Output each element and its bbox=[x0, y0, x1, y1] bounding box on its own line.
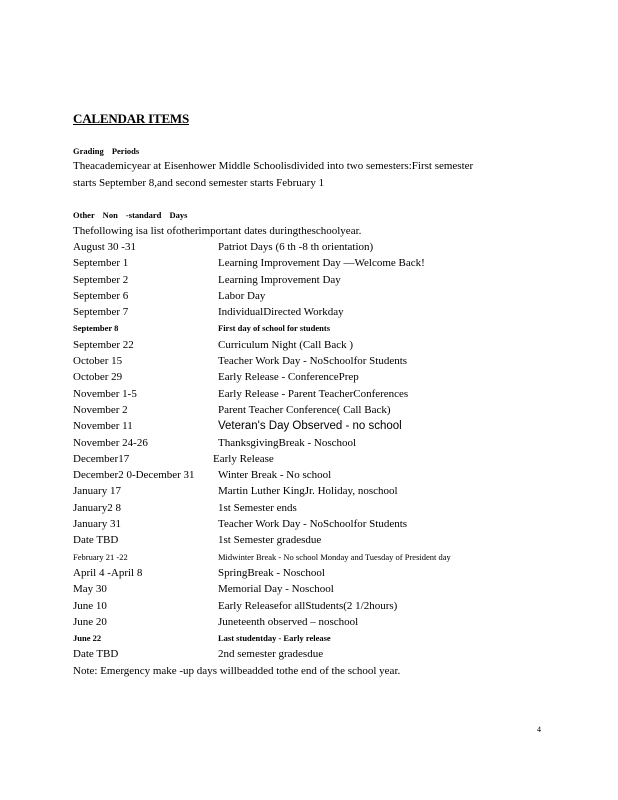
grading-paragraph-line2: starts September 8,and second semester starts February 1 bbox=[73, 177, 325, 189]
calendar-item-date: April 4 -April 8 bbox=[73, 566, 143, 579]
calendar-item-event: First day of school for students bbox=[218, 323, 330, 334]
calendar-item-date: December2 0-December 31 bbox=[73, 469, 195, 482]
calendar-item bbox=[73, 288, 543, 304]
calendar-item-date: Date TBD bbox=[73, 534, 119, 547]
calendar-item-event: Labor Day bbox=[218, 289, 266, 302]
calendar-item bbox=[73, 565, 543, 581]
grading-paragraph-line1: Theacademicyear at Eisenhower Middle Schoolisdivided into two semesters:First semester bbox=[73, 160, 474, 172]
calendar-item bbox=[73, 646, 543, 662]
calendar-item-date: September 22 bbox=[73, 338, 134, 351]
calendar-item-event: Early Releasefor allStudents(2 1/2hours) bbox=[218, 599, 398, 612]
calendar-item bbox=[73, 239, 543, 255]
calendar-item bbox=[73, 614, 543, 630]
calendar-item bbox=[73, 320, 543, 336]
calendar-item-event: IndividualDirected Workday bbox=[218, 306, 344, 319]
calendar-item-event: Parent Teacher Conference( Call Back) bbox=[218, 403, 391, 416]
calendar-item-event: Teacher Work Day - NoSchoolfor Students bbox=[218, 518, 408, 531]
calendar-item-event: 2nd semester gradesdue bbox=[218, 648, 324, 661]
other-days-intro: Thefollowing isa list ofotherimportant dates duringtheschoolyear. bbox=[73, 225, 362, 237]
calendar-item-date: November 11 bbox=[73, 420, 133, 433]
calendar-item-date: October 29 bbox=[73, 371, 123, 384]
calendar-item bbox=[73, 467, 543, 483]
calendar-item-date: Date TBD bbox=[73, 648, 119, 661]
calendar-item-date: November 24-26 bbox=[73, 436, 148, 449]
page-title: CALENDAR ITEMS bbox=[73, 111, 190, 126]
calendar-item-event: Martin Luther KingJr. Holiday, noschool bbox=[218, 485, 398, 498]
calendar-item-event: Early Release - ConferencePrep bbox=[218, 371, 359, 384]
calendar-item-date: December17 bbox=[73, 452, 130, 465]
calendar-item bbox=[73, 549, 543, 565]
note-line bbox=[73, 663, 543, 679]
calendar-item-date: September 8 bbox=[73, 323, 119, 334]
calendar-item-date: September 2 bbox=[73, 273, 129, 286]
calendar-item-event: Memorial Day - Noschool bbox=[218, 583, 334, 596]
calendar-item-date: May 30 bbox=[73, 583, 107, 596]
calendar-item-event: Winter Break - No school bbox=[218, 469, 332, 482]
calendar-item bbox=[73, 353, 543, 369]
calendar-item bbox=[73, 369, 543, 385]
calendar-item-event: ThanksgivingBreak - Noschool bbox=[218, 436, 357, 449]
calendar-item bbox=[73, 337, 543, 353]
calendar-item-date: November 2 bbox=[73, 403, 128, 416]
calendar-item bbox=[73, 255, 543, 271]
calendar-item-event: Last studentday - Early release bbox=[218, 633, 331, 644]
calendar-item-event: Early Release bbox=[213, 452, 274, 465]
calendar-item bbox=[73, 598, 543, 614]
calendar-item-date: January 31 bbox=[73, 518, 121, 531]
calendar-item bbox=[73, 451, 543, 467]
calendar-item-date: June 10 bbox=[73, 599, 107, 612]
calendar-item-date: September 1 bbox=[73, 257, 129, 270]
calendar-item-event: Veteran's Day Observed - no school bbox=[218, 420, 402, 433]
calendar-item-event: 1st Semester ends bbox=[218, 501, 297, 514]
calendar-item-event: Learning Improvement Day —Welcome Back! bbox=[218, 257, 425, 270]
calendar-item-date: September 6 bbox=[73, 289, 129, 302]
calendar-item-event: Early Release - Parent TeacherConferences bbox=[218, 387, 409, 400]
calendar-item-event: 1st Semester gradesdue bbox=[218, 534, 322, 547]
calendar-item-date: June 20 bbox=[73, 615, 107, 628]
calendar-item-event: Midwinter Break - No school Monday and Tuesday of President day bbox=[218, 551, 451, 562]
calendar-item-date: January2 8 bbox=[73, 501, 121, 514]
calendar-item-event: SpringBreak - Noschool bbox=[218, 566, 325, 579]
calendar-items-list bbox=[73, 239, 543, 679]
calendar-item-event: Learning Improvement Day bbox=[218, 273, 341, 286]
calendar-item-date: January 17 bbox=[73, 485, 121, 498]
page-number: 4 bbox=[537, 725, 541, 734]
calendar-item bbox=[73, 630, 543, 646]
calendar-item bbox=[73, 532, 543, 548]
calendar-item-date: February 21 -22 bbox=[73, 551, 128, 562]
grading-periods-heading: Grading Periods bbox=[73, 146, 140, 156]
note-text: Note: Emergency make -up days willbeadded tothe end of the school year. bbox=[73, 664, 401, 677]
calendar-item bbox=[73, 386, 543, 402]
calendar-item bbox=[73, 272, 543, 288]
calendar-item bbox=[73, 304, 543, 320]
calendar-item bbox=[73, 516, 543, 532]
calendar-item-date: August 30 -31 bbox=[73, 241, 136, 253]
calendar-item bbox=[73, 418, 543, 434]
other-days-heading: Other Non -standard Days bbox=[73, 210, 188, 220]
calendar-item-date: June 22 bbox=[73, 633, 102, 644]
calendar-item bbox=[73, 581, 543, 597]
calendar-item-date: November 1-5 bbox=[73, 387, 137, 400]
calendar-item bbox=[73, 435, 543, 451]
calendar-item-event: Patriot Days (6 th -8 th orientation) bbox=[218, 241, 374, 253]
calendar-item bbox=[73, 500, 543, 516]
calendar-item bbox=[73, 483, 543, 499]
calendar-item-event: Juneteenth observed – noschool bbox=[218, 615, 359, 628]
calendar-item-date: September 7 bbox=[73, 306, 129, 319]
calendar-item bbox=[73, 402, 543, 418]
calendar-item-event: Teacher Work Day - NoSchoolfor Students bbox=[218, 355, 408, 368]
calendar-item-event: Curriculum Night (Call Back ) bbox=[218, 338, 354, 351]
calendar-item-date: October 15 bbox=[73, 355, 123, 368]
